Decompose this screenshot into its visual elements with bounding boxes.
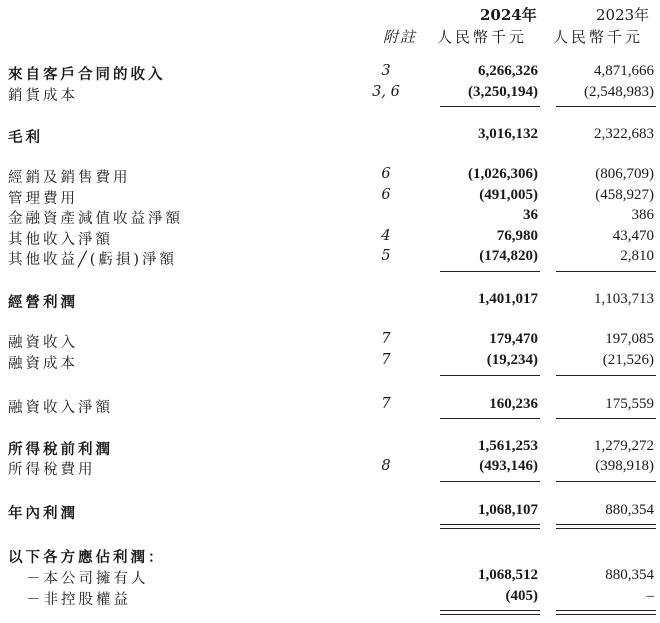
- value-2024: (19,234): [486, 352, 538, 368]
- value-2024: (1,026,306): [468, 166, 538, 182]
- value-2023: 386: [631, 207, 654, 223]
- row-label: 其他收益╱(虧損)淨額: [8, 252, 178, 268]
- value-2023: (806,709): [595, 166, 654, 182]
- finance-income-row: [0, 331, 660, 353]
- distribution-selling-row: [0, 166, 660, 188]
- row-label: －本公司擁有人: [26, 571, 149, 587]
- value-2024: 1,401,017: [478, 291, 538, 307]
- net-finance-income-row: [0, 396, 660, 418]
- subtotal-line-2023: [556, 481, 656, 482]
- value-2023: 175,559: [605, 396, 654, 412]
- revenue-row: [0, 63, 660, 85]
- subtotal-line-2024: [440, 271, 540, 272]
- operating-profit-row: [0, 291, 660, 313]
- total-double-line-2024: [440, 610, 540, 615]
- row-label: 融資收入淨額: [8, 400, 113, 416]
- row-label: 其他收入淨額: [8, 232, 113, 248]
- row-label: 經營利潤: [8, 294, 78, 311]
- row-label: 銷貨成本: [8, 88, 78, 104]
- row-label: 融資成本: [8, 356, 78, 372]
- row-label: 毛利: [8, 129, 43, 146]
- profit-for-year-row: [0, 502, 660, 524]
- value-2024: (3,250,194): [468, 84, 538, 100]
- subtotal-line-2024: [440, 106, 540, 107]
- attributable-heading-row: [0, 546, 660, 568]
- gross-profit-row: [0, 126, 660, 148]
- value-2023: 2,322,683: [594, 126, 654, 142]
- row-label: 年內利潤: [8, 505, 78, 522]
- total-double-line-2024: [440, 524, 540, 529]
- value-2023: (398,918): [595, 458, 654, 474]
- row-note: 3, 6: [372, 84, 400, 100]
- value-2024: 160,236: [489, 396, 538, 412]
- value-2023: (21,526): [602, 352, 654, 368]
- row-label: 融資收入: [8, 335, 78, 351]
- value-2023: (458,927): [595, 187, 654, 203]
- row-note: 8: [381, 458, 391, 474]
- row-note: 6: [381, 187, 391, 203]
- row-label: 金融資產減值收益淨額: [8, 211, 183, 227]
- unit-2023-header: 人民幣千元: [553, 28, 644, 46]
- value-2023: 1,103,713: [594, 291, 654, 307]
- admin-expenses-row: [0, 187, 660, 209]
- other-income-row: [0, 228, 660, 250]
- value-2024: 3,016,132: [478, 126, 538, 142]
- finance-costs-row: [0, 352, 660, 374]
- row-label: 管理費用: [8, 191, 78, 207]
- value-2023: 2,810: [620, 248, 654, 264]
- subtotal-line-2024: [440, 375, 540, 376]
- subtotal-line-2023: [556, 106, 656, 107]
- value-2023: (2,548,983): [584, 84, 654, 100]
- value-2023: –: [646, 588, 654, 604]
- year-2024-header: 2024年: [480, 6, 537, 24]
- value-2024: 36: [523, 207, 538, 223]
- row-note: 4: [381, 228, 391, 244]
- row-label: 以下各方應佔利潤：: [8, 549, 166, 566]
- row-note: 7: [381, 396, 391, 412]
- note-column-header: 附註: [383, 28, 418, 46]
- total-double-line-2023: [556, 610, 656, 615]
- value-2024: 76,980: [496, 228, 538, 244]
- subtotal-line-2024: [440, 481, 540, 482]
- value-2024: (405): [505, 588, 538, 604]
- value-2023: 4,871,666: [594, 63, 654, 79]
- row-label: 經銷及銷售費用: [8, 170, 131, 186]
- value-2023: 197,085: [605, 331, 654, 347]
- subtotal-line-2023: [556, 418, 656, 419]
- value-2023: 880,354: [605, 567, 654, 583]
- cost-of-sales-row: [0, 84, 660, 106]
- row-note: 7: [381, 331, 391, 347]
- row-label: 來自客戶合同的收入: [8, 66, 166, 83]
- subtotal-line-2023: [556, 375, 656, 376]
- row-note: 7: [381, 352, 391, 368]
- value-2023: 43,470: [612, 228, 654, 244]
- value-2023: 1,279,272: [594, 438, 654, 454]
- unit-2024-header: 人民幣千元: [437, 28, 528, 46]
- subtotal-line-2023: [556, 271, 656, 272]
- other-gains-losses-row: [0, 248, 660, 270]
- value-2024: (174,820): [479, 248, 538, 264]
- non-controlling-row: [0, 588, 660, 610]
- impairment-gain-row: [0, 207, 660, 229]
- value-2024: 1,068,107: [478, 502, 538, 518]
- profit-before-tax-row: [0, 438, 660, 460]
- value-2024: 1,561,253: [478, 438, 538, 454]
- value-2024: 6,266,326: [478, 63, 538, 79]
- value-2023: 880,354: [605, 502, 654, 518]
- value-2024: 179,470: [489, 331, 538, 347]
- total-double-line-2023: [556, 524, 656, 529]
- year-2023-header: 2023年: [596, 6, 650, 24]
- row-label: 所得稅費用: [8, 462, 96, 478]
- value-2024: (493,146): [479, 458, 538, 474]
- value-2024: (491,005): [479, 187, 538, 203]
- row-note: 3: [381, 63, 391, 79]
- row-note: 6: [381, 166, 391, 182]
- row-label: －非控股權益: [26, 592, 131, 608]
- row-note: 5: [381, 248, 391, 264]
- value-2024: 1,068,512: [478, 567, 538, 583]
- subtotal-line-2024: [440, 418, 540, 419]
- income-tax-row: [0, 458, 660, 480]
- owners-row: [0, 567, 660, 589]
- row-label: 所得稅前利潤: [8, 441, 113, 458]
